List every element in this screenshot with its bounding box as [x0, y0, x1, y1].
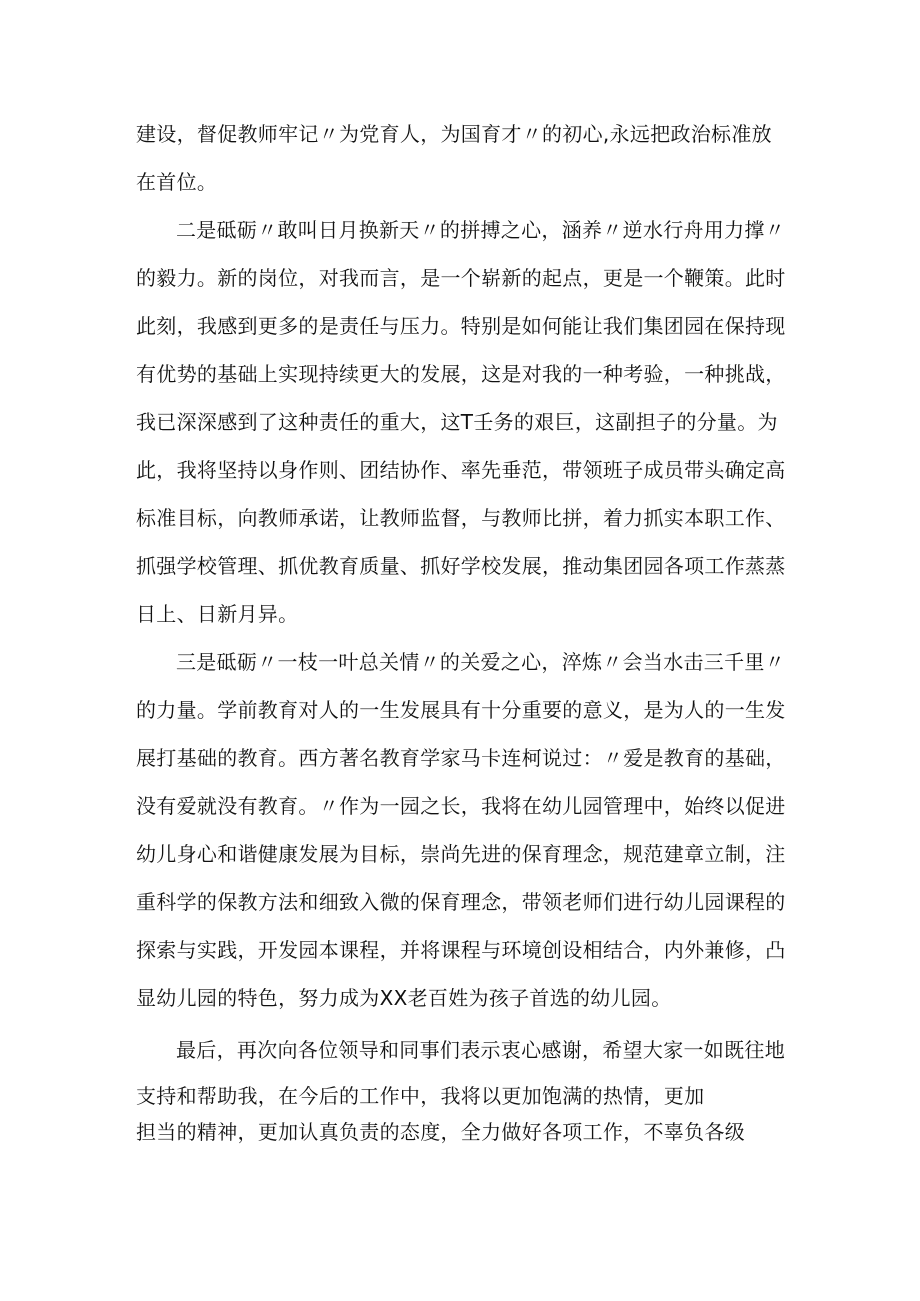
text-line: 我已深深感到了这种责任的重大，这T壬务的艰巨，这副担子的分量。为	[136, 410, 778, 434]
text-line: 日上、日新月异。	[136, 602, 299, 626]
text-line: 的毅力。新的岗位，对我而言，是一个崭新的起点，更是一个鞭策。此时	[136, 266, 786, 290]
text-line: 抓强学校管理、抓优教育质量、抓好学校发展，推动集团园各项工作蒸蒸	[136, 554, 786, 578]
text-line: 在首位。	[136, 170, 218, 194]
text-line: 标准目标，向教师承诺，让教师监督，与教师比拼，着力抓实本职工作、	[136, 506, 786, 530]
text-line: 担当的精神，更加认真负责的态度，全力做好各项工作，不辜负各级	[136, 1120, 745, 1144]
paragraph-start-line: 三是砥砺〃一枝一叶总关情〃的关爱之心，淬炼〃会当水击三千里〃	[176, 650, 785, 674]
text-line: 此刻，我感到更多的是责任与压力。特别是如何能让我们集团园在保持现	[136, 314, 786, 338]
text-line: 此，我将坚持以身作则、团结协作、率先垂范，带领班子成员带头确定高	[136, 458, 786, 482]
text-line: 展打基础的教育。西方著名教育学家马卡连柯说过：〃爱是教育的基础，	[136, 746, 786, 770]
text-line: 有优势的基础上实现持续更大的发展，这是对我的一种考验，一种挑战，	[136, 362, 786, 386]
text-line: 幼儿身心和谐健康发展为目标，崇尚先进的保育理念，规范建章立制，注	[136, 842, 786, 866]
text-line: 显幼儿园的特色，努力成为XX老百姓为孩子首选的幼儿园。	[136, 986, 672, 1010]
text-line: 没有爱就没有教育。〃作为一园之长，我将在幼儿园管理中，始终以促进	[136, 794, 786, 818]
paragraph-start-line: 二是砥砺〃敢叫日月换新天〃的拼搏之心，涵养〃逆水行舟用力撑〃	[176, 218, 785, 242]
text-line: 支持和帮助我，在今后的工作中，我将以更加饱满的热情，更加	[136, 1084, 705, 1108]
text-line: 的力量。学前教育对人的一生发展具有十分重要的意义，是为人的一生发	[136, 698, 786, 722]
text-line: 探索与实践，开发园本课程，并将课程与环境创设相结合，内外兼修，凸	[136, 938, 786, 962]
text-line: 建设，督促教师牢记〃为党育人，为国育才〃的初心,永远把政治标准放	[136, 122, 772, 146]
paragraph-start-line: 最后，再次向各位领导和同事们表示衷心感谢，希望大家一如既往地	[176, 1038, 785, 1062]
text-line: 重科学的保教方法和细致入微的保育理念，带领老师们进行幼儿园课程的	[136, 890, 786, 914]
